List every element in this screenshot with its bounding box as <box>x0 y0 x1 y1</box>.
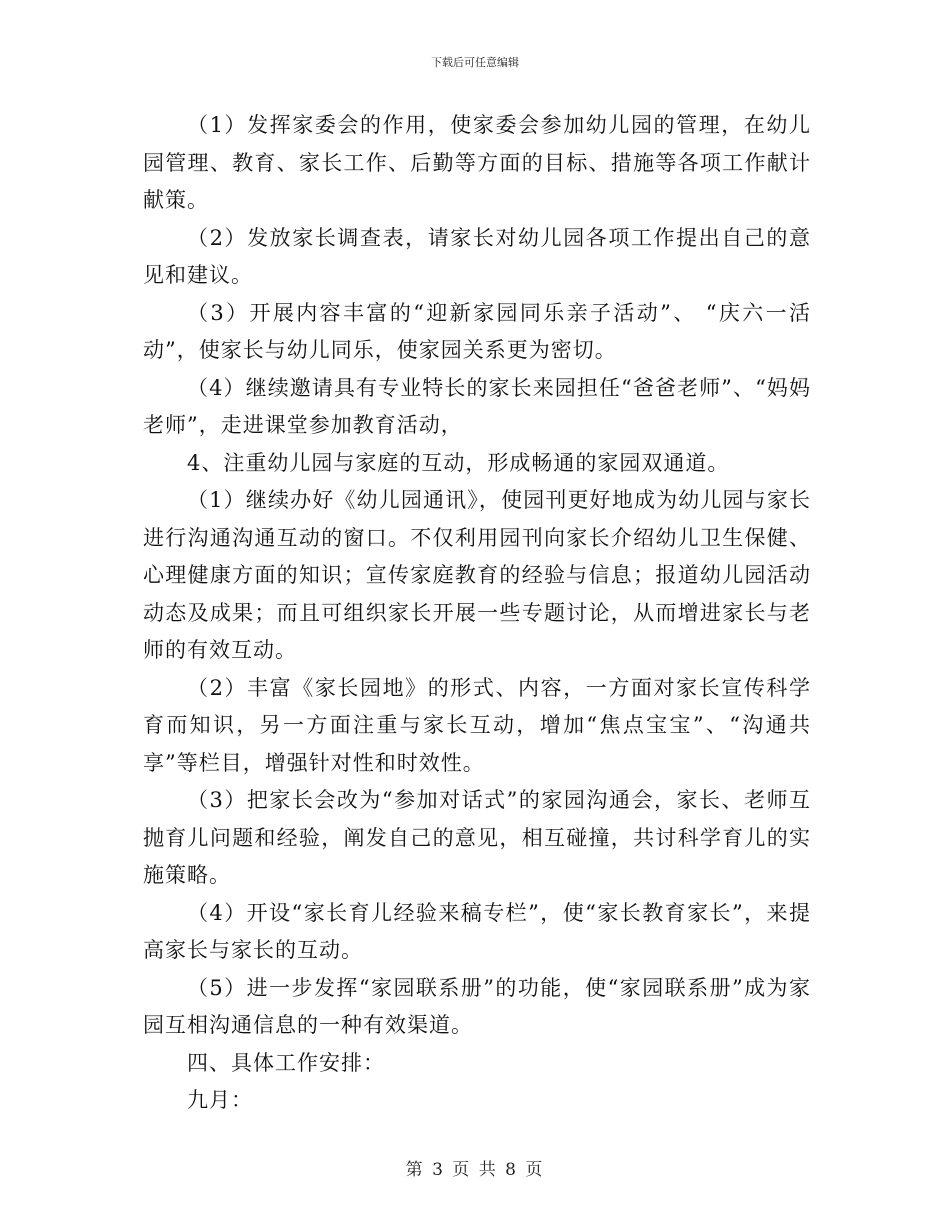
paragraph: （1）继续办好《幼儿园通讯》，使园刊更好地成为幼儿园与家长进行沟通沟通互动的窗口。不仅利用园刊向家长介绍幼儿卫生保健、心理健康方面的知识；宣传家庭教育的经验与信息；报道幼儿园活动动态及成果；而且可组织家长开展一些专题讨论，从而增进家长与老师的有效互动。 <box>143 488 811 662</box>
paragraph: （4）开设“家长育儿经验来稿专栏”，使“家长教育家长”，来提高家长与家长的互动。 <box>143 900 811 962</box>
section-heading: 四、具体工作安排： <box>187 1050 385 1075</box>
page-header: 下载后可任意编辑 <box>431 56 519 69</box>
page-number: 第 3 页 共 8 页 <box>405 1160 545 1180</box>
paragraph: （1）发挥家委会的作用，使家委会参加幼儿园的管理，在幼儿园管理、教育、家长工作、后勤等方面的目标、措施等各项工作献计献策。 <box>143 113 811 212</box>
paragraph: （5）进一步发挥“家园联系册”的功能，使“家园联系册”成为家园互相沟通信息的一种有效渠道。 <box>143 975 811 1037</box>
paragraph: （2）发放家长调查表，请家长对幼儿园各项工作提出自己的意见和建议。 <box>143 225 811 287</box>
paragraph: （4）继续邀请具有专业特长的家长来园担任“爸爸老师”、“妈妈老师”，走进课堂参加教育活动， <box>143 375 811 437</box>
paragraph: （3）开展内容丰富的“迎新家园同乐亲子活动”、 “庆六一活动”，使家长与幼儿同乐，使家园关系更为密切。 <box>143 300 811 362</box>
month-heading: 九月： <box>187 1088 253 1112</box>
section-heading: 4、注重幼儿园与家庭的互动，形成畅通的家园双通道。 <box>187 450 730 475</box>
document-body <box>143 107 811 1120</box>
paragraph: （2）丰富《家长园地》的形式、内容，一方面对家长宣传科学育而知识，另一方面注重与家长互动，增加“焦点宝宝”、“沟通共享”等栏目，增强针对性和时效性。 <box>143 675 811 775</box>
paragraph: （3）把家长会改为“参加对话式”的家园沟通会，家长、老师互抛育儿问题和经验，阐发自己的意见，相互碰撞，共讨科学育儿的实施策略。 <box>143 788 811 887</box>
